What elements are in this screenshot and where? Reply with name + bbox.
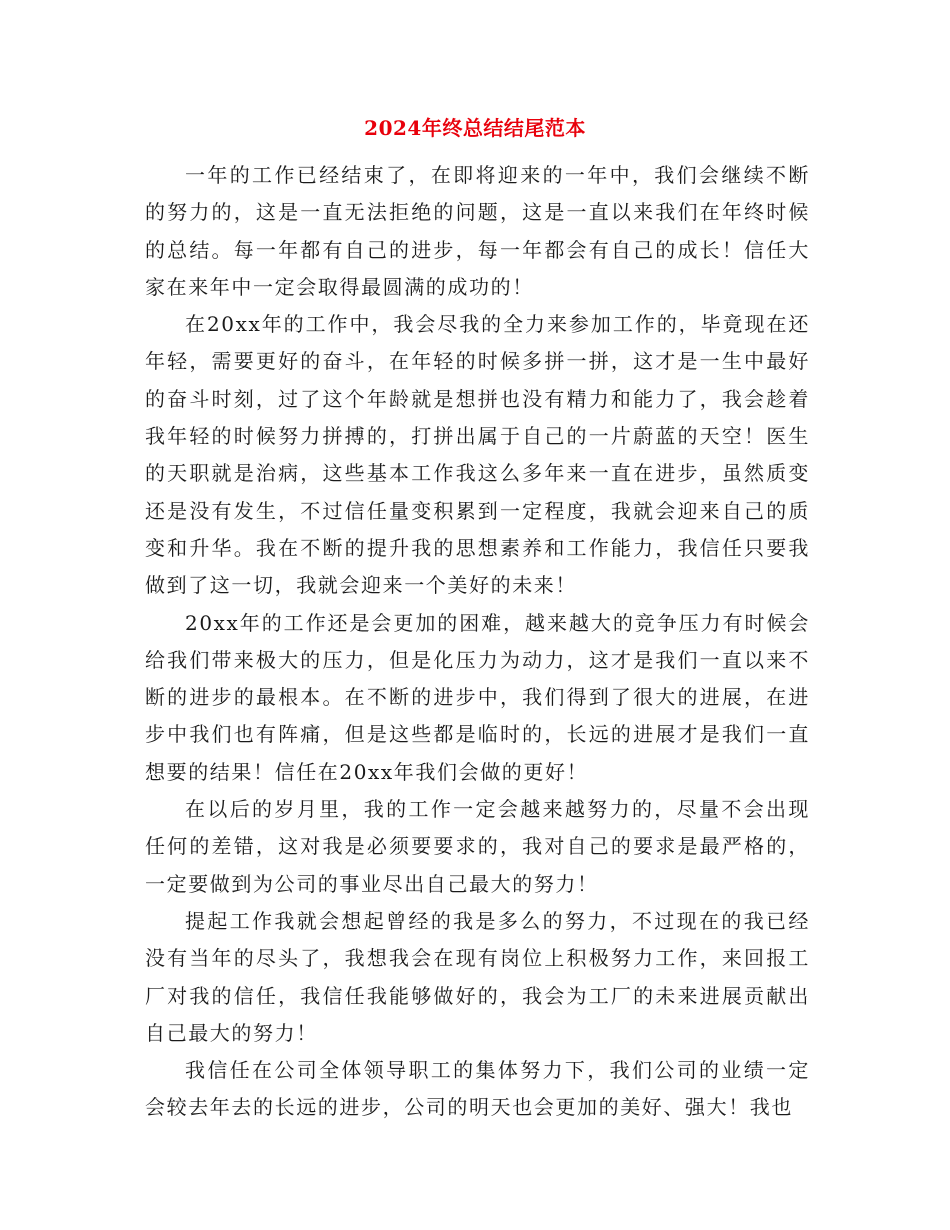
document-title: 2024年终总结结尾范本 [364,116,586,140]
document-body [145,157,810,1127]
paragraph: 在20xx年的工作中，我会尽我的全力来参加工作的，毕竟现在还年轻，需要更好的奋斗，在年轻的时候多拼一拼，这才是一生中最好的奋斗时刻，过了这个年龄就是想拼也没有精力和能力了，我会趁着我年轻的时候努力拼搏的，打拼出属于自己的一片蔚蓝的天空！医生的天职就是治病，这些基本工作我这么多年来一直在进步，虽然质变还是没有发生，不过信任量变积累到一定程度，我就会迎来自己的质变和升华。我在不断的提升我的思想素养和工作能力，我信任只要我做到了这一切，我就会迎来一个美好的未来！ [145,312,810,598]
paragraph: 我信任在公司全体领导职工的集体努力下，我们公司的业绩一定会较去年去的长远的进步，公司的明天也会更加的美好、强大！我也 [145,1058,810,1120]
paragraph: 提起工作我就会想起曾经的我是多么的努力，不过现在的我已经没有当年的尽头了，我想我会在现有岗位上积极努力工作，来回报工厂对我的信任，我信任我能够做好的，我会为工厂的未来进展贡献出自己最大的努力！ [145,908,810,1045]
paragraph: 20xx年的工作还是会更加的困难，越来越大的竞争压力有时候会给我们带来极大的压力，但是化压力为动力，这才是我们一直以来不断的进步的最根本。在不断的进步中，我们得到了很大的进展，在进步中我们也有阵痛，但是这些都是临时的，长远的进展才是我们一直想要的结果！信任在20xx年我们会做的更好！ [145,610,810,784]
paragraph: 在以后的岁月里，我的工作一定会越来越努力的，尽量不会出现任何的差错，这对我是必须要要求的，我对自己的要求是最严格的，一定要做到为公司的事业尽出自己最大的努力！ [145,797,810,896]
paragraph: 一年的工作已经结束了，在即将迎来的一年中，我们会继续不断的努力的，这是一直无法拒绝的问题，这是一直以来我们在年终时候的总结。每一年都有自己的进步，每一年都会有自己的成长！信任大家在来年中一定会取得最圆满的成功的！ [145,163,810,299]
